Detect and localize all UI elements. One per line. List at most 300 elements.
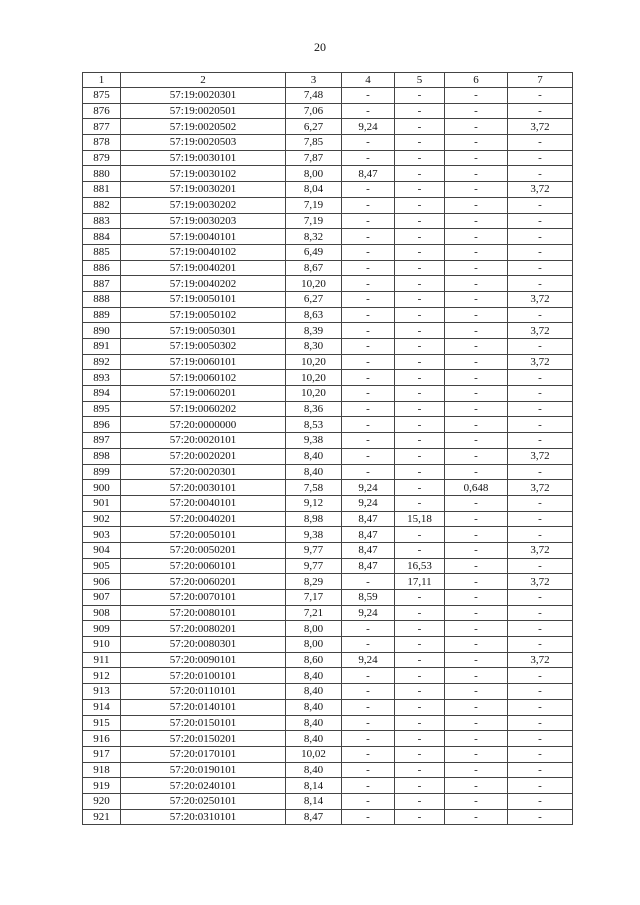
table-cell: -: [395, 354, 445, 370]
table-cell: 3,72: [508, 480, 573, 496]
table-cell: 884: [83, 229, 121, 245]
table-cell: -: [342, 433, 395, 449]
table-cell: 7,85: [286, 135, 342, 151]
table-cell: -: [395, 197, 445, 213]
table-cell: -: [395, 150, 445, 166]
table-cell: -: [395, 699, 445, 715]
table-cell: 875: [83, 88, 121, 104]
table-cell: 900: [83, 480, 121, 496]
table-cell: 57:20:0050201: [121, 542, 286, 558]
table-row: [83, 417, 573, 433]
table-cell: 902: [83, 511, 121, 527]
table-cell: -: [508, 495, 573, 511]
table-cell: 57:19:0060202: [121, 401, 286, 417]
table-cell: 7,58: [286, 480, 342, 496]
table-cell: 8,67: [286, 260, 342, 276]
table-cell: -: [342, 731, 395, 747]
table-cell: -: [508, 637, 573, 653]
table-cell: -: [445, 652, 508, 668]
table-cell: 57:20:0040101: [121, 495, 286, 511]
table-row: [83, 621, 573, 637]
table-row: [83, 558, 573, 574]
table-cell: -: [395, 182, 445, 198]
table-cell: -: [342, 244, 395, 260]
table-cell: -: [508, 621, 573, 637]
table-row: [83, 244, 573, 260]
table-cell: 9,77: [286, 542, 342, 558]
table-row: [83, 590, 573, 606]
table-cell: -: [445, 103, 508, 119]
table-cell: 57:20:0150201: [121, 731, 286, 747]
table-cell: 892: [83, 354, 121, 370]
table-row: [83, 386, 573, 402]
table-cell: -: [445, 793, 508, 809]
table-row: [83, 715, 573, 731]
table-cell: -: [395, 135, 445, 151]
table-row: [83, 464, 573, 480]
table-cell: -: [508, 229, 573, 245]
table-cell: -: [508, 590, 573, 606]
table-cell: -: [395, 495, 445, 511]
table-cell: -: [395, 291, 445, 307]
table-cell: 919: [83, 778, 121, 794]
table-cell: 9,12: [286, 495, 342, 511]
table-cell: 8,00: [286, 637, 342, 653]
table-cell: -: [395, 464, 445, 480]
table-cell: -: [342, 715, 395, 731]
column-header: 2: [121, 73, 286, 88]
table-cell: -: [342, 621, 395, 637]
table-row: [83, 339, 573, 355]
table-cell: -: [445, 354, 508, 370]
table-cell: -: [395, 590, 445, 606]
table-cell: -: [445, 495, 508, 511]
table-cell: 917: [83, 746, 121, 762]
table-cell: 912: [83, 668, 121, 684]
table-cell: 879: [83, 150, 121, 166]
table-cell: -: [508, 166, 573, 182]
table-cell: 7,48: [286, 88, 342, 104]
table-cell: 8,63: [286, 307, 342, 323]
table-cell: -: [395, 715, 445, 731]
table-cell: 57:20:0020101: [121, 433, 286, 449]
table-cell: 57:19:0060201: [121, 386, 286, 402]
table-cell: 901: [83, 495, 121, 511]
table-cell: -: [395, 307, 445, 323]
table-row: [83, 119, 573, 135]
table-cell: -: [342, 401, 395, 417]
table-cell: 57:19:0050101: [121, 291, 286, 307]
table-cell: 889: [83, 307, 121, 323]
table-cell: 914: [83, 699, 121, 715]
table-cell: -: [445, 386, 508, 402]
table-cell: -: [445, 150, 508, 166]
table-cell: 17,11: [395, 574, 445, 590]
table-row: [83, 197, 573, 213]
table-cell: -: [445, 229, 508, 245]
table-cell: 57:20:0250101: [121, 793, 286, 809]
table-cell: 908: [83, 605, 121, 621]
table-cell: -: [395, 778, 445, 794]
table-row: [83, 166, 573, 182]
table-cell: -: [395, 386, 445, 402]
table-cell: -: [342, 370, 395, 386]
table-cell: -: [342, 809, 395, 825]
table-cell: -: [445, 323, 508, 339]
table-cell: 8,40: [286, 762, 342, 778]
table-cell: 8,47: [342, 542, 395, 558]
table-cell: 57:20:0240101: [121, 778, 286, 794]
table-row: [83, 103, 573, 119]
table-cell: 57:19:0040202: [121, 276, 286, 292]
table-cell: 57:20:0310101: [121, 809, 286, 825]
table-row: [83, 480, 573, 496]
table-cell: 8,32: [286, 229, 342, 245]
table-row: [83, 370, 573, 386]
table-cell: -: [508, 558, 573, 574]
table-cell: 57:20:0080201: [121, 621, 286, 637]
table-cell: 913: [83, 684, 121, 700]
table-cell: -: [342, 574, 395, 590]
table-cell: -: [342, 260, 395, 276]
table-row: [83, 182, 573, 198]
table-cell: 16,53: [395, 558, 445, 574]
table-cell: -: [445, 558, 508, 574]
data-table: [82, 72, 573, 825]
table-cell: 57:20:0140101: [121, 699, 286, 715]
table-cell: 7,17: [286, 590, 342, 606]
table-cell: -: [508, 370, 573, 386]
table-cell: 9,24: [342, 495, 395, 511]
table-cell: 8,53: [286, 417, 342, 433]
table-cell: 8,47: [342, 511, 395, 527]
table-cell: -: [508, 244, 573, 260]
table-cell: -: [342, 135, 395, 151]
table-cell: 57:19:0030202: [121, 197, 286, 213]
table-cell: 57:19:0030101: [121, 150, 286, 166]
table-cell: 8,14: [286, 778, 342, 794]
table-cell: -: [445, 182, 508, 198]
table-cell: 8,39: [286, 323, 342, 339]
table-row: [83, 213, 573, 229]
table-cell: -: [445, 511, 508, 527]
table-cell: 57:19:0020502: [121, 119, 286, 135]
table-cell: -: [508, 260, 573, 276]
table-cell: 7,19: [286, 213, 342, 229]
table-cell: -: [342, 386, 395, 402]
table-cell: 57:19:0040201: [121, 260, 286, 276]
table-cell: 893: [83, 370, 121, 386]
table-cell: 8,36: [286, 401, 342, 417]
table-cell: -: [342, 182, 395, 198]
table-cell: -: [395, 762, 445, 778]
table-cell: 57:20:0080101: [121, 605, 286, 621]
table-row: [83, 323, 573, 339]
table-cell: -: [395, 684, 445, 700]
table-cell: -: [395, 448, 445, 464]
table-cell: 8,40: [286, 715, 342, 731]
table-cell: -: [395, 401, 445, 417]
table-cell: -: [395, 793, 445, 809]
table-row: [83, 684, 573, 700]
table-cell: 6,27: [286, 291, 342, 307]
table-cell: 7,21: [286, 605, 342, 621]
table-cell: -: [395, 652, 445, 668]
table-cell: 57:20:0000000: [121, 417, 286, 433]
table-cell: 57:20:0080301: [121, 637, 286, 653]
table-cell: 896: [83, 417, 121, 433]
table-cell: 57:20:0070101: [121, 590, 286, 606]
table-cell: -: [395, 668, 445, 684]
table-header-row: [83, 73, 573, 88]
table-cell: -: [445, 88, 508, 104]
table-cell: 10,20: [286, 354, 342, 370]
table-cell: 8,04: [286, 182, 342, 198]
table-cell: 880: [83, 166, 121, 182]
table-cell: -: [508, 809, 573, 825]
table-cell: 888: [83, 291, 121, 307]
table-row: [83, 699, 573, 715]
table-cell: 8,98: [286, 511, 342, 527]
table-row: [83, 433, 573, 449]
table-cell: 882: [83, 197, 121, 213]
table-cell: -: [395, 244, 445, 260]
table-cell: 897: [83, 433, 121, 449]
table-cell: -: [445, 417, 508, 433]
table-cell: -: [445, 605, 508, 621]
table-cell: -: [395, 746, 445, 762]
table-cell: -: [342, 323, 395, 339]
table-cell: 877: [83, 119, 121, 135]
table-cell: -: [395, 103, 445, 119]
table-cell: 7,06: [286, 103, 342, 119]
table-cell: 57:19:0060102: [121, 370, 286, 386]
table-cell: -: [508, 150, 573, 166]
table-cell: 894: [83, 386, 121, 402]
table-cell: -: [508, 276, 573, 292]
table-cell: -: [342, 276, 395, 292]
table-row: [83, 574, 573, 590]
table-cell: 903: [83, 527, 121, 543]
table-cell: -: [445, 731, 508, 747]
table-cell: 57:19:0030203: [121, 213, 286, 229]
table-cell: -: [445, 684, 508, 700]
table-cell: 9,24: [342, 605, 395, 621]
table-cell: 10,20: [286, 370, 342, 386]
table-cell: -: [445, 778, 508, 794]
table-cell: -: [445, 339, 508, 355]
table-cell: -: [445, 668, 508, 684]
table-cell: 916: [83, 731, 121, 747]
table-cell: -: [342, 229, 395, 245]
table-cell: -: [508, 433, 573, 449]
table-cell: -: [395, 370, 445, 386]
table-cell: -: [342, 213, 395, 229]
table-cell: 57:20:0060101: [121, 558, 286, 574]
table-cell: 8,40: [286, 448, 342, 464]
table-cell: 57:20:0190101: [121, 762, 286, 778]
table-row: [83, 150, 573, 166]
table-cell: 3,72: [508, 291, 573, 307]
table-cell: 57:20:0170101: [121, 746, 286, 762]
table-cell: 881: [83, 182, 121, 198]
table-cell: -: [342, 103, 395, 119]
table-cell: 8,30: [286, 339, 342, 355]
table-cell: -: [342, 88, 395, 104]
table-cell: 3,72: [508, 323, 573, 339]
table-cell: -: [342, 762, 395, 778]
table-cell: -: [445, 166, 508, 182]
table-cell: -: [395, 339, 445, 355]
table-cell: -: [342, 464, 395, 480]
table-cell: -: [508, 213, 573, 229]
column-header: 7: [508, 73, 573, 88]
table-cell: 883: [83, 213, 121, 229]
table-cell: 57:19:0030102: [121, 166, 286, 182]
table-cell: 57:19:0030201: [121, 182, 286, 198]
table-cell: 911: [83, 652, 121, 668]
table-cell: 15,18: [395, 511, 445, 527]
table-cell: 9,38: [286, 527, 342, 543]
table-cell: 904: [83, 542, 121, 558]
table-cell: -: [395, 260, 445, 276]
table-cell: -: [395, 527, 445, 543]
table-cell: -: [395, 88, 445, 104]
table-cell: -: [445, 276, 508, 292]
table-cell: 920: [83, 793, 121, 809]
table-cell: 8,40: [286, 699, 342, 715]
table-cell: -: [342, 637, 395, 653]
table-cell: 3,72: [508, 119, 573, 135]
table-cell: 57:20:0030101: [121, 480, 286, 496]
table-cell: 898: [83, 448, 121, 464]
table-cell: 57:19:0040101: [121, 229, 286, 245]
table-cell: -: [508, 386, 573, 402]
table-row: [83, 527, 573, 543]
table-cell: -: [508, 135, 573, 151]
table-cell: -: [508, 401, 573, 417]
table-cell: -: [445, 637, 508, 653]
table-cell: 8,40: [286, 684, 342, 700]
table-cell: 57:19:0020301: [121, 88, 286, 104]
table-cell: 3,72: [508, 652, 573, 668]
table-cell: -: [508, 699, 573, 715]
table-cell: -: [342, 778, 395, 794]
table-cell: 57:20:0150101: [121, 715, 286, 731]
table-cell: -: [445, 197, 508, 213]
table-row: [83, 260, 573, 276]
table-cell: 876: [83, 103, 121, 119]
table-cell: 9,77: [286, 558, 342, 574]
table-row: [83, 542, 573, 558]
table-cell: 0,648: [445, 480, 508, 496]
table-row: [83, 605, 573, 621]
table-cell: 57:20:0060201: [121, 574, 286, 590]
table-row: [83, 652, 573, 668]
table-row: [83, 809, 573, 825]
table-cell: -: [342, 197, 395, 213]
table-row: [83, 307, 573, 323]
table-cell: 57:19:0050302: [121, 339, 286, 355]
column-header: 3: [286, 73, 342, 88]
table-cell: 8,47: [342, 558, 395, 574]
table-cell: -: [342, 448, 395, 464]
table-cell: 8,14: [286, 793, 342, 809]
table-row: [83, 229, 573, 245]
table-cell: 57:19:0020503: [121, 135, 286, 151]
table-cell: -: [508, 307, 573, 323]
table-cell: 8,40: [286, 464, 342, 480]
table-row: [83, 354, 573, 370]
table-cell: 887: [83, 276, 121, 292]
table-row: [83, 135, 573, 151]
table-cell: -: [395, 605, 445, 621]
table-cell: 7,19: [286, 197, 342, 213]
table-cell: 57:20:0020301: [121, 464, 286, 480]
table-cell: -: [508, 103, 573, 119]
table-row: [83, 762, 573, 778]
table-row: [83, 495, 573, 511]
table-cell: 9,38: [286, 433, 342, 449]
table-row: [83, 778, 573, 794]
table-cell: 8,00: [286, 621, 342, 637]
table-cell: -: [342, 150, 395, 166]
table-cell: 8,47: [342, 166, 395, 182]
table-cell: 57:20:0110101: [121, 684, 286, 700]
table-cell: -: [508, 527, 573, 543]
table-cell: -: [395, 119, 445, 135]
table-cell: 57:19:0060101: [121, 354, 286, 370]
table-row: [83, 511, 573, 527]
table-row: [83, 276, 573, 292]
table-cell: -: [508, 339, 573, 355]
table-cell: -: [445, 464, 508, 480]
table-cell: -: [445, 527, 508, 543]
table-cell: -: [445, 699, 508, 715]
column-header: 6: [445, 73, 508, 88]
table-cell: 9,24: [342, 119, 395, 135]
page-number: 20: [314, 40, 326, 54]
table-cell: -: [508, 731, 573, 747]
table-cell: 890: [83, 323, 121, 339]
table-row: [83, 637, 573, 653]
table-cell: 8,47: [342, 527, 395, 543]
table-cell: -: [445, 448, 508, 464]
table-cell: -: [508, 88, 573, 104]
table-cell: -: [445, 715, 508, 731]
table-cell: -: [445, 621, 508, 637]
table-cell: 57:20:0100101: [121, 668, 286, 684]
table-cell: -: [395, 166, 445, 182]
table-cell: 878: [83, 135, 121, 151]
table-cell: 8,00: [286, 166, 342, 182]
table-cell: 891: [83, 339, 121, 355]
table-cell: 899: [83, 464, 121, 480]
table-cell: -: [395, 417, 445, 433]
table-cell: -: [508, 762, 573, 778]
column-header: 4: [342, 73, 395, 88]
table-cell: 910: [83, 637, 121, 653]
table-cell: -: [445, 213, 508, 229]
table-cell: 8,47: [286, 809, 342, 825]
table-cell: 57:20:0040201: [121, 511, 286, 527]
table-cell: 57:19:0050301: [121, 323, 286, 339]
table-cell: -: [445, 135, 508, 151]
table-cell: 3,72: [508, 574, 573, 590]
table-cell: -: [342, 339, 395, 355]
table-cell: -: [508, 793, 573, 809]
table-cell: 6,49: [286, 244, 342, 260]
